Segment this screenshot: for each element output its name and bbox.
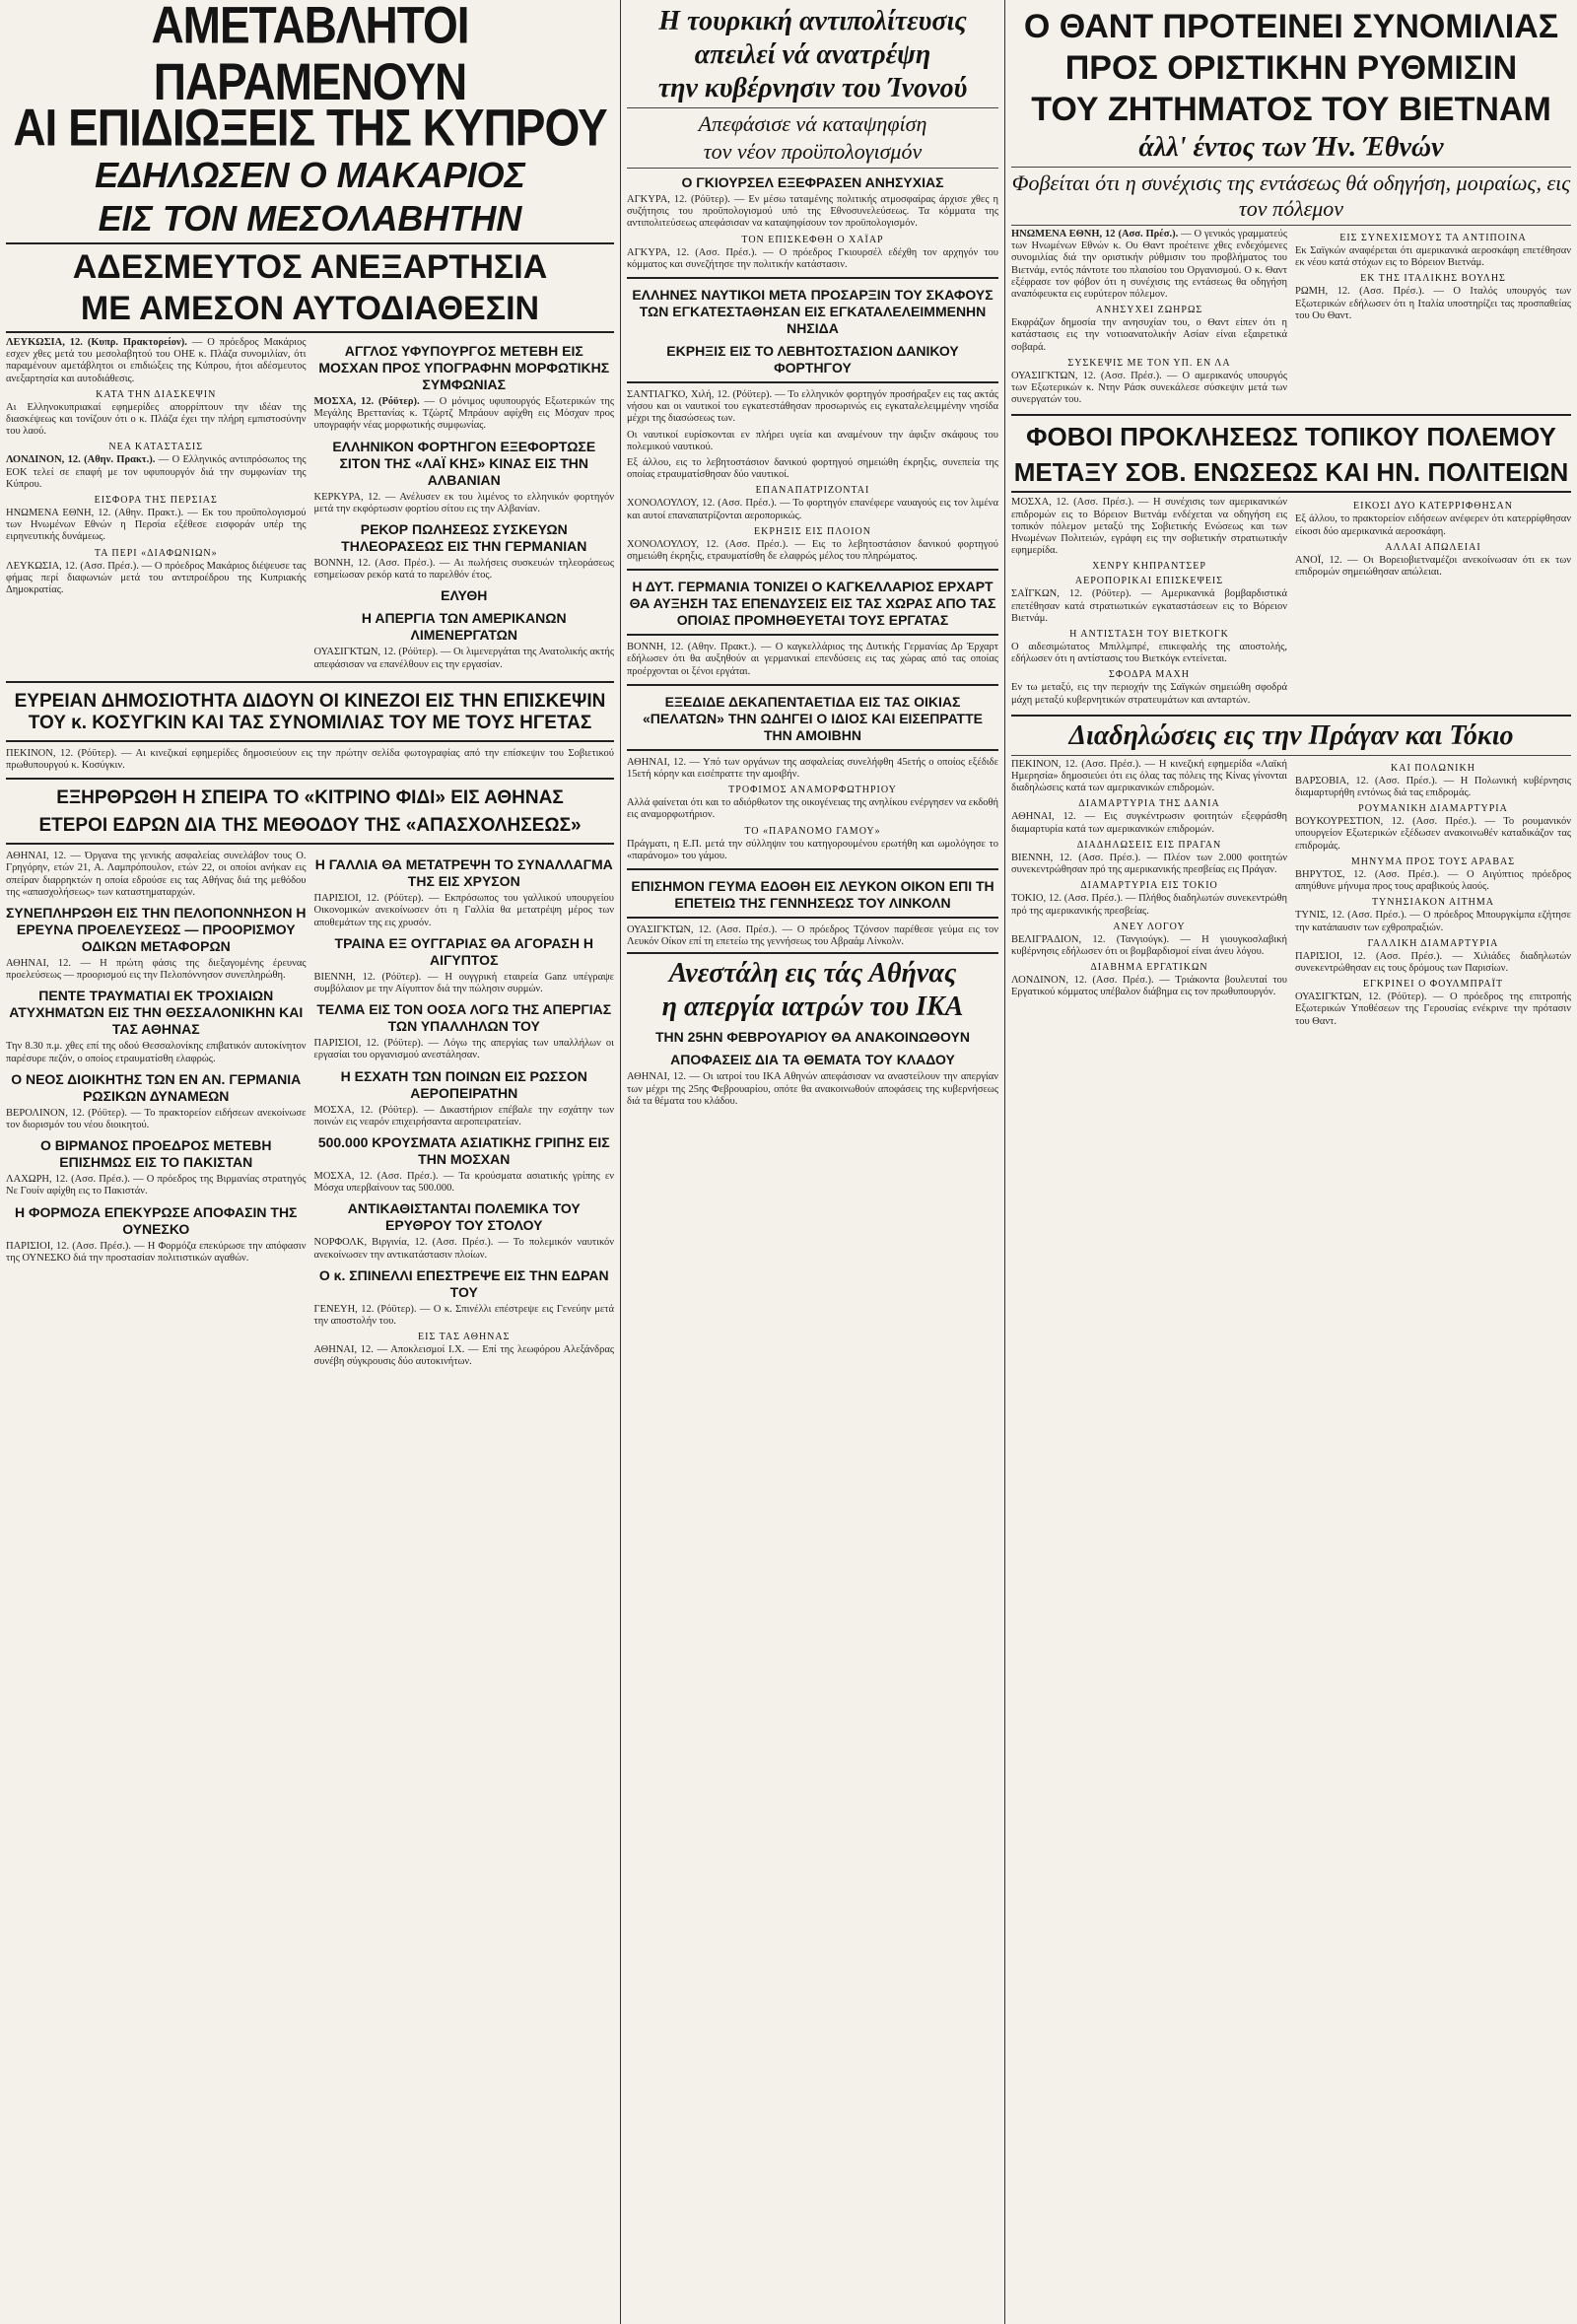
china-box [6,681,614,742]
fleet-headline: ΑΝΤΙΚΑΘΙΣΤΑΝΤΑΙ ΠΟΛΕΜΙΚΑ ΤΟΥ ΕΡΥΘΡΟΥ ΤΟΥ ΣΤΟΛΟΥ [347,1200,581,1234]
subhead: ΕΙΣ ΣΥΝΕΧΙΣΜΟΥΣ ΤΑ ΑΝΤΙΠΟΙΝΑ [1339,233,1527,243]
divider [1011,755,1571,756]
subhead: ΤΟΝ ΕΠΙΣΚΕΦΘΗ Ο ΧΑΪΑΡ [741,234,884,245]
article-text: ΠΑΡΙΣΙΟΙ, 12. (Ρόϋτερ). — Εκπρόσωπος του γαλλικού υπουργείου Οικονομικών ανεκοίνωσεν ότι η Γαλλία θα μετατρέψη μέρος των αποθεμάτων της εις χρυσόν. [313,893,614,928]
article-text [6,337,307,385]
article-text: ΜΟΣΧΑ, 12. (Ασσ. Πρέσ.). — Η συνέχισις των αμερικανικών επιδρομών εις το Βόρειον Βιετνάμ ενδέχεται να οδηγήση εις τοπικόν πόλεμον μεταξύ της Σοβιετικής Ενώσεως και των Ηνωμένων Πολιτειών, εγράφη εις την σοβιετικήν στρατιωτικήν εφημερίδα. [1011,497,1287,557]
article-text: ΒΕΡΟΛΙΝΟΝ, 12. (Ρόϋτερ). — Το πρακτορείον ειδήσεων ανεκοίνωσε τον διορισμόν του νέου διοικητού. [6,1107,307,1131]
dateline: ΗΝΩΜΕΝΑ ΕΘΝΗ, 12 (Ασσ. Πρέσ.). [1011,229,1179,239]
german-commander-headline: Ο ΝΕΟΣ ΔΙΟΙΚΗΤΗΣ ΤΩΝ ΕΝ ΑΝ. ΓΕΡΜΑΝΙΑ ΡΩΣΙΚΩΝ ΔΥΝΑΜΕΩΝ [11,1070,302,1104]
cyprus-headline-2: ΑΙ ΕΠΙΔΙΩΞΕΙΣ ΤΗΣ ΚΥΠΡΟΥ [13,98,607,157]
article-text: ΒΑΡΣΟΒΙΑ, 12. (Ασσ. Πρέσ.). — Η Πολωνική κυβέρνησις διαμαρτυρήθη εντόνως διά τας επιδρομάς. [1295,775,1571,799]
traffic-headline: ΠΕΝΤΕ ΤΡΑΥΜΑΤΙΑΙ ΕΚ ΤΡΟΧΙΑΙΩΝ ΑΤΥΧΗΜΑΤΩΝ ΕΙΣ ΤΗΝ ΘΕΣΣΑΛΟΝΙΚΗΝ ΚΑΙ ΤΑΣ ΑΘΗΝΑΣ [9,988,304,1038]
article-text: ΑΓΚΥΡΑ, 12. (Ασσ. Πρέσ.). — Ο πρόεδρος Γκιουρσέλ εδέχθη τον αρχηγόν του κόμματος και συνεζήτησε την πολιτικήν κατάστασιν. [627,246,998,270]
subhead: ΜΗΝΥΜΑ ΠΡΟΣ ΤΟΥΣ ΑΡΑΒΑΣ [1350,855,1516,867]
yellow-snake-box [6,778,614,845]
erhard-headline: Η ΔΥΤ. ΓΕΡΜΑΝΙΑ ΤΟΝΙΖΕΙ Ο ΚΑΓΚΕΛΛΑΡΙΟΣ ΕΡΧΑΡΤ ΘΑ ΑΥΞΗΣΗ ΤΑΣ ΕΠΕΝΔΥΣΕΙΣ ΕΙΣ ΤΑΣ ΧΩΡΑΣ ΑΠΟ ΤΑΣ ΟΠΟΙΑΣ ΠΡΟΜΗΘΕΥΕΤΑΙ ΤΟΥΣ ΕΡΓΑΤΑΣ [629,579,996,629]
subhead: Η ΑΝΤΙΣΤΑΣΗ ΤΟΥ ΒΙΕΤΚΟΓΚ [1069,629,1229,641]
oecd-headline: ΤΕΛΜΑ ΕΙΣ ΤΟΝ ΟΟΣΑ ΛΟΓΩ ΤΗΣ ΑΠΕΡΓΙΑΣ ΤΩΝ ΥΠΑΛΛΗΛΩΝ ΤΟΥ [316,1001,612,1035]
article-body: — Ο γενικός γραμματεύς των Ηνωμένων Εθνών κ. Ου Θαντ προέτεινε χθες ενδεχόμενες συνομιλίας διά την οριστικήν ρύθμισιν του προβλήματος του Βιετνάμ, εντός πάντοτε του πλαισίου του Οργανισμού. Ο κ. Θαντ εξέφρασε τον φόβον ότι η συνέχισις της εντάσεως θα οδηγήση αναπόφευκτα εις ευρύτερον πόλεμον. [1011,229,1288,301]
subhead: ΑΕΡΟΠΟΡΙΚΑΙ ΕΠΙΣΚΕΨΕΙΣ [1074,576,1224,587]
turkey-subheadline-2: τον νέον προϋπολογισμόν [703,139,923,164]
lincoln-headline: ΕΠΙΣΗΜΟΝ ΓΕΥΜΑ ΕΔΟΘΗ ΕΙΣ ΛΕΥΚΟΝ ΟΙΚΟΝ ΕΠΙ ΤΗ ΕΠΕΤΕΙΩ ΤΗΣ ΓΕΝΝΗΣΕΩΣ ΤΟΥ ΛΙΝΚΟΛΝ [631,878,994,912]
turkey-headline-1: Η τουρκική αντιπολίτευσις [658,6,967,36]
subhead: ΔΙΑΜΑΡΤΥΡΙΑ ΕΙΣ ΤΟΚΙΟ [1080,880,1218,892]
article-text: ΑΘΗΝΑΙ, 12. — Οι ιατροί του ΙΚΑ Αθηνών απεφάσισαν να αναστείλουν την απεργίαν των μέχρι της 25ης Φεβρουαρίου, οπότε θα ανακοινωθούν αποφάσεις της κυβερνήσεως διά τα θέματα του κλάδου. [627,1071,998,1107]
dateline: ΜΟΣΧΑ, 12. (Ρόϋτερ). [313,396,420,407]
subhead: ΤΡΟΦΙΜΟΣ ΑΝΑΜΟΡΦΩΤΗΡΙΟΥ [728,785,897,796]
article-text [314,396,615,433]
thant-subheadline: Φοβείται ότι η συνέχισις της εντάσεως θά οδηγήση, μοιραίως, εις τον πόλεμον [1011,171,1571,221]
article-text: Πράγματι, η Ε.Π. μετά την σύλληψιν του κατηγορουμένου ερωτήθη και ωμολόγησε το «παράνομο» του γάμου. [627,838,998,861]
cyprus-article [6,337,614,675]
article-text: ΡΩΜΗ, 12. (Ασσ. Πρέσ.). — Ο Ιταλός υπουργός των Εξωτερικών εδήλωσεν ότι η Ιταλία υποστηρίζει τας προσπαθείας του Ου Θαντ. [1295,286,1571,321]
article-text: ΠΕΚΙΝΟΝ, 12. (Ρόϋτερ). — Αι κινεζικαί εφημερίδες δημοσιεύουν εις την πρώτην σελίδα φωτογραφίας από την επίσκεψιν του Σοβιετικού πρωθυπουργού κ. Κοσύγκιν. [6,747,614,772]
peloponnese-headline: ΣΥΝΕΠΛΗΡΩΘΗ ΕΙΣ ΤΗΝ ΠΕΛΟΠΟΝΝΗΣΟΝ Η ΕΡΕΥΝΑ ΠΡΟΕΛΕΥΣΕΩΣ — ΠΡΟΟΡΙΣΜΟΥ ΟΔΙΚΩΝ ΜΕΤΑΦΟΡΩΝ [6,905,307,955]
flu-headline: 500.000 ΚΡΟΥΣΜΑΤΑ ΑΣΙΑΤΙΚΗΣ ΓΡΙΠΗΣ ΕΙΣ ΤΗΝ ΜΟΣΧΑΝ [317,1134,610,1168]
article-text: ΑΝΟΪ, 12. — Οι Βορειοβιετναμέζοι ανεκοίνωσαν ότι εκ των επιδρομών σημειώθησαν απώλειαι. [1295,554,1571,579]
divider [627,952,998,954]
divider [1011,414,1571,416]
right-column [1005,0,1577,2324]
doctors-subheadline-1: ΤΗΝ 25ΗΝ ΦΕΒΡΟΥΑΡΙΟΥ ΘΑ ΑΝΑΚΟΙΝΩΘΟΥΝ [655,1029,970,1046]
article-text: Εκφράζων δημοσία την ανησυχίαν του, ο Θαντ είπεν ότι η κατάστασις εις την νοτιοανατολικήν Ασίαν είναι εξαιρετικά σοβαρά. [1011,317,1287,353]
article-text: ΠΑΡΙΣΙΟΙ, 12. (Ασσ. Πρέσ.). — Η Φορμόζα επεκύρωσε την απόφασιν της ΟΥΝΕΣΚΟ διά την προστασίαν πολιτιστικών αγαθών. [6,1240,307,1264]
formosa-headline: Η ΦΟΡΜΟΖΑ ΕΠΕΚΥΡΩΣΕ ΑΠΟΦΑΣΙΝ ΤΗΣ ΟΥΝΕΣΚΟ [15,1203,298,1237]
article-text: ΒΟΥΚΟΥΡΕΣΤΙΟΝ, 12. (Ασσ. Πρέσ.). — Το ρουμανικόν υπουργείον Εξωτερικών εξέδωσεν ανακοινωθέν καταδικάζον τας επιδρομάς. [1295,816,1571,852]
subhead: ΔΙΑΔΗΛΩΣΕΙΣ ΕΙΣ ΠΡΑΓΑΝ [1076,839,1222,851]
subhead: ΝΕΑ ΚΑΤΑΣΤΑΣΙΣ [108,442,204,453]
subhead: ΓΑΛΛΙΚΗ ΔΙΑΜΑΡΤΥΡΙΑ [1367,937,1499,949]
middle-column [621,0,1005,2324]
thant-headline-2: ΠΡΟΣ ΟΡΙΣΤΙΚΗΝ ΡΥΘΜΙΣΙΝ [1064,49,1518,87]
lincoln-box [627,868,998,919]
lower-left-grid [6,851,614,1372]
article-text: Εκ Σαϊγκών αναφέρεται ότι αμερικανικά αεροσκάφη επετέθησαν εκ νέου κατά στόχων εις το Βόρειον Βιετνάμ. [1295,245,1571,269]
uk-minister-headline: ΑΓΓΛΟΣ ΥΦΥΠΟΥΡΓΟΣ ΜΕΤΕΒΗ ΕΙΣ ΜΟΣΧΑΝ ΠΡΟΣ ΥΠΟΓΡΑΦΗΝ ΜΟΡΦΩΤΙΚΗΣ ΣΥΜΦΩΝΙΑΣ [318,343,610,392]
article-body: — Ο Ελληνικός αντιπρόσωπος της ΕΟΚ τελεί σε επαφή με τον υφυπουργόν διά την συμφωνίαν της Κύπρου. [6,454,307,490]
article-text: ΤΟΚΙΟ, 12. (Ασσ. Πρέσ.). — Πλήθος διαδηλωτών συνεκεντρώθη πρό της αμερικανικής πρεσβείας. [1011,893,1287,917]
article-text: ΑΘΗΝΑΙ, 12. — Εις συγκέντρωσιν φοιτητών εξεφράσθη διαμαρτυρία κατά των αμερικανικών επιδρομών. [1011,811,1287,835]
cyprus-subheadline-2: ΕΙΣ ΤΟΝ ΜΕΣΟΛΑΒΗΤΗΝ [98,198,522,239]
article-text: ΚΕΡΚΥΡΑ, 12. — Ανέλυσεν εκ του λιμένος το ελληνικόν φορτηγόν μετά την εκφόρτωσιν φορτίου σίτου εις την Αλβανίαν. [313,491,614,514]
subhead: ΕΚ ΤΗΣ ΙΤΑΛΙΚΗΣ ΒΟΥΛΗΣ [1360,273,1506,285]
cyprus-headline-4: ΜΕ ΑΜΕΣΟΝ ΑΥΤΟΔΙΑΘΕΣΙΝ [80,290,540,327]
divider [1011,167,1571,168]
left-column [0,0,621,2324]
article-text: ΛΑΧΩΡΗ, 12. (Ασσ. Πρέσ.). — Ο πρόεδρος της Βιρμανίας στρατηγός Νε Γουίν αφίχθη εις το Πακιστάν. [6,1174,307,1197]
article-text: ΟΥΑΣΙΓΚΤΩΝ, 12. (Ρόϋτερ). — Ο πρόεδρος της επιτροπής Εξωτερικών Υποθέσεων της Γερουσίας ενέκρινε την πρότασιν του Θαντ. [1295,991,1571,1027]
article-text: Εν τω μεταξύ, εις την περιοχήν της Σαϊγκών σημειώθη σφοδρά μάχη μεταξύ κυβερνητικών στρατευμάτων και ανταρτών. [1011,682,1287,706]
thant-headline-3: ΤΟΥ ΖΗΤΗΜΑΤΟΣ ΤΟΥ ΒΙΕΤΝΑΜ [1031,91,1551,128]
turkey-headline-2: απειλεί νά ανατρέψη [694,39,931,70]
subhead: ΕΚΡΗΞΙΣ ΕΙΣ ΠΛΟΙΟΝ [753,525,871,537]
subhead: ΕΠΑΝΑΠΑΤΡΙΖΟΝΤΑΙ [755,485,870,497]
article-body: — Ο μόνιμος υφυπουργός Εξωτερικών της Μεγάλης Βρεττανίας κ. Τζώρτζ Μπράουν αφίχθη εις Μόσχαν προς υπογραφήν νέας μορφωτικής συμφωνίας. [313,396,614,432]
divider [1011,225,1571,226]
subhead: ΔΙΑΜΑΡΤΥΡΙΑ ΤΗΣ ΔΑΝΙΑ [1078,798,1220,810]
article-text: ΠΑΡΙΣΙΟΙ, 12. (Ασσ. Πρέσ.). — Χιλιάδες διαδηλωτών συνεκεντρώθησαν εις τους δρόμους των Παρισίων. [1295,950,1571,974]
subhead: ΤΑ ΠΕΡΙ «ΔΙΑΦΩΝΙΩΝ» [94,547,218,559]
article-text: ΑΘΗΝΑΙ, 12. — Υπό των οργάνων της ασφαλείας συνελήφθη 45ετής ο οποίος εξέδιδε 15ετή κόρην και εισέπραττε την αμοιβήν. [627,756,998,781]
subhead: ΡΟΥΜΑΝΙΚΗ ΔΙΑΜΑΡΤΥΡΙΑ [1358,803,1508,815]
sailors-headline: ΕΛΛΗΝΕΣ ΝΑΥΤΙΚΟΙ ΜΕΤΑ ΠΡΟΣΑΡΞΙΝ ΤΟΥ ΣΚΑΦΟΥΣ ΤΩΝ ΕΓΚΑΤΕΣΤΑΘΗΣΑΝ ΕΙΣ ΕΓΚΑΤΑΛΕΛΕΙΜΜΕΝΗΝ ΝΗΣΙΔΑ [632,287,994,337]
article-text: ΟΥΑΣΙΓΚΤΩΝ, 12. (Ασσ. Πρέσ.). — Ο αμερικανός υπουργός των Εξωτερικών κ. Ντην Ράσκ συνεκάλεσε σύσκεψιν μετά των συνεργατών του. [1011,370,1287,406]
pelates-box [627,684,998,751]
article-text: ΓΕΝΕΥΗ, 12. (Ρόϋτερ). — Ο κ. Σπινέλλι επέστρεψε εις Γενεύην μετά την αποστολήν του. [313,1303,614,1328]
article-text: ΣΑΪΓΚΩΝ, 12. (Ρόϋτερ). — Αμερικανικά βομβαρδιστικά επετέθησαν κατά στρατιωτικών εγκαταστάσεων εις το Βόρειον Βιετνάμ. [1011,588,1287,624]
thant-article [1011,229,1571,410]
article-text: ΑΘΗΝΑΙ, 12. — Όργανα της γενικής ασφαλείας συνελάβον τους Ο. Γρηγόρην, ετών 21, Α. Λαμπρόπουλον, ετών 22, οι οποίοι ανήκαν εις σπείραν διαρρηκτών η οποία εδρούσε εις τας Αθήνας διά της μεθόδου της «απασχολήσεως» των καταστηματαρχών. [6,851,307,898]
hungary-headline: ΤΡΑΙΝΑ ΕΞ ΟΥΓΓΑΡΙΑΣ ΘΑ ΑΓΟΡΑΣΗ Η ΑΙΓΥΠΤΟΣ [334,934,593,968]
article-text: ΑΘΗΝΑΙ, 12. — Αποκλεισμοί Ι.Χ. — Επί της λεωφόρου Αλεξάνδρας συνέβη σύγκρουσις δύο αυτοκινήτων. [313,1344,614,1368]
divider [1011,715,1571,717]
thant-headline-4: άλλ' έντος των Ήν. Έθνών [1138,132,1444,163]
subhead: ΣΦΟΔΡΑ ΜΑΧΗ [1109,669,1190,681]
subhead: ΚΑΙ ΠΟΛΩΝΙΚΗ [1391,762,1475,774]
turkey-headline-3: την κυβέρνησιν του Ίνονού [657,73,968,103]
cyprus-headline-3: ΑΔΕΣΜΕΥΤΟΣ ΑΝΕΞΑΡΤΗΣΙΑ [72,248,548,286]
article-text: ΧΟΝΟΛΟΥΛΟΥ, 12. (Ασσ. Πρέσ.). — Εις το λεβητοστάσιον δανικού φορτηγού σημειώθη έκρηξις, ετραυματίσθη δε ελαφρώς μέλος του πληρώματος. [627,538,998,563]
subhead: ΕΙΚΟΣΙ ΔΥΟ ΚΑΤΕΡΡΙΦΘΗΣΑΝ [1353,501,1513,513]
article-text [6,454,307,491]
article-text: ΣΑΝΤΙΑΓΚΟ, Χιλή, 12. (Ρόϋτερ). — Το ελληνικόν φορτηγόν προσήραξεν εις τας ακτάς νήσου και οι ναυτικοί του εγκατεστάθησαν προσωρινώς εις εγκαταλελειμμένην νησίδα μέχρι της διασώσεως των. [627,389,998,425]
article-text: ΒΕΛΙΓΡΑΔΙΟΝ, 12. (Τανγιούγκ). — Η γιουγκοσλαβική κυβέρνησις εδήλωσεν ότι οι βομβαρδισμοί είναι άνευ λόγου. [1011,933,1287,957]
subhead: ΣΥΣΚΕΨΙΣ ΜΕ ΤΟΝ ΥΠ. ΕΝ ΛΑ [1067,357,1231,369]
war-headline-2: ΜΕΤΑΞΥ ΣΟΒ. ΕΝΩΣΕΩΣ ΚΑΙ ΗΝ. ΠΟΛΙΤΕΙΩΝ [1013,457,1569,488]
france-gold-headline: Η ΓΑΛΛΙΑ ΘΑ ΜΕΤΑΤΡΕΨΗ ΤΟ ΣΥΝΑΛΛΑΓΜΑ ΤΗΣ ΕΙΣ ΧΡΥΣΟΝ [314,856,613,890]
subhead: ΑΝΗΣΥΧΕΙ ΖΩΗΡΩΣ [1095,305,1203,316]
article-text: ΒΙΕΝΝΗ, 12. (Ασσ. Πρέσ.). — Πλέον των 2.000 φοιτητών συνεκεντρώθησαν πρό της αμερικανικής πρεσβείας εις Πράγαν. [1011,852,1287,876]
article-text: Εξ άλλου, το πρακτορείον ειδήσεων ανέφερεν ότι κατερρίφθησαν είκοσι δύο αμερικανικά αεροσκάφη. [1295,513,1571,537]
article-text: ΑΓΚΥΡΑ, 12. (Ρόϋτερ). — Εν μέσω ταταμένης πολιτικής ατμοσφαίρας άρχισε χθες η συζήτησις του προϋπολογισμού υπό της Εθνοσυνελεύσεως. Τα κόμματα της αντιπολιτεύσεως απεφάσισαν να καταψηφίσουν τον προϋπολογισμόν. [627,194,998,230]
strike-pre-headline: ΕΛΥΘΗ [441,587,488,604]
gursel-headline: Ο ΓΚΙΟΥΡΣΕΛ ΕΞΕΦΡΑΣΕΝ ΑΝΗΣΥΧΙΑΣ [681,174,944,190]
article-text [1011,229,1287,301]
article-text: ΗΝΩΜΕΝΑ ΕΘΝΗ, 12. (Αθην. Πρακτ.). — Εκ του προϋπολογισμού των Ηνωμένων Εθνών η Περσία εξέθεσε εισφοράν υπέρ της ειρηνευτικής δυνάμεως. [6,508,307,543]
subhead: ΔΙΑΒΗΜΑ ΕΡΓΑΤΙΚΩΝ [1090,962,1208,974]
burma-headline: Ο ΒΙΡΜΑΝΟΣ ΠΡΟΕΔΡΟΣ ΜΕΤΕΒΗ ΕΠΙΣΗΜΩΣ ΕΙΣ ΤΟ ΠΑΚΙΣΤΑΝ [39,1137,272,1171]
article-text: ΒΟΝΝΗ, 12. (Ασσ. Πρέσ.). — Αι πωλήσεις συσκευών τηλεοράσεως εσημείωσαν ρεκόρ κατά το παρελθόν έτος. [313,558,614,581]
article-text: ΟΥΑΣΙΓΚΤΩΝ, 12. (Ασσ. Πρέσ.). — Ο πρόεδρος Τζόνσον παρέθεσε γεύμα εις τον Λευκόν Οίκον επί τη επετείω της γεννήσεως του Αβραάμ Λίνκολν. [627,924,998,948]
yellow-snake-headline-2: ΕΤΕΡΟΙ ΕΔΡΩΝ ΔΙΑ ΤΗΣ ΜΕΘΟΔΟΥ ΤΗΣ «ΑΠΑΣΧΟΛΗΣΕΩΣ» [38,815,582,837]
china-headline: ΕΥΡΕΙΑΝ ΔΗΜΟΣΙΟΤΗΤΑ ΔΙΔΟΥΝ ΟΙ ΚΙΝΕΖΟΙ ΕΙΣ ΤΗΝ ΕΠΙΣΚΕΨΙΝ ΤΟΥ κ. ΚΟΣΥΓΚΙΝ ΚΑΙ ΤΑΣ ΣΥΝΟΜΙΛΙΑΣ ΤΟΥ ΜΕ ΤΟΥΣ ΗΓΕΤΑΣ [14,690,606,733]
dateline: ΛΕΥΚΩΣΙΑ, 12. (Κυπρ. Πρακτορείον). [6,337,187,348]
subhead: ΑΝΕΥ ΛΟΓΟΥ [1113,921,1186,932]
subhead: ΕΙΣ ΤΑΣ ΑΘΗΝΑΣ [418,1332,511,1343]
article-text: ΠΑΡΙΣΙΟΙ, 12. (Ρόϋτερ). — Λόγω της απεργίας των υπαλλήλων οι εργασίαι του οργανισμού ανεστάλησαν. [313,1038,614,1061]
divider [627,107,998,108]
article-text: ΧΟΝΟΛΟΥΛΟΥ, 12. (Ασσ. Πρέσ.). — Το φορτηγόν επανέφερε ναυαγούς εις τον λιμένα και αυτοί επαναπατρίζονται αεροπορικώς. [627,498,998,521]
cyprus-subheadline-1: ΕΔΗΛΩΣΕΝ Ο ΜΑΚΑΡΙΟΣ [95,155,525,195]
subhead: ΤΥΝΗΣΙΑΚΟΝ ΑΙΤΗΜΑ [1371,897,1495,909]
strike-headline: Η ΑΠΕΡΓΙΑ ΤΩΝ ΑΜΕΡΙΚΑΝΩΝ ΛΙΜΕΝΕΡΓΑΤΩΝ [361,610,567,644]
doctors-headline-1: Ανεστάλη εις τάς Αθήνας [668,958,957,990]
divider [6,331,614,333]
subhead: ΕΓΚΡΙΝΕΙ Ο ΦΟΥΛΜΠΡΑΪΤ [1362,979,1504,991]
article-text: ΒΟΝΝΗ, 12. (Αθην. Πρακτ.). — Ο καγκελλάριος της Δυτικής Γερμανίας Δρ Έρχαρτ εδήλωσεν ότι θα αυξηθούν αι γερμανικαί επενδύσεις εις τας χώρας από τας οποίας προέρχονται οι ξένοι εργάται. [627,642,998,677]
article-text: ΠΕΚΙΝΟΝ, 12. (Ασσ. Πρέσ.). — Η κινεζική εφημερίδα «Λαϊκή Ημερησία» δημοσιεύει ότι εις όλας τας πόλεις της Κίνας γίνονται διαδηλώσεις κατά των αμερικανικών επιδρομών. [1011,758,1287,794]
article-text: ΛΕΥΚΩΣΙΑ, 12. (Ασσ. Πρέσ.). — Ο πρόεδρος Μακάριος διέψευσε τας φήμας περί διαφωνιών μετά του αντιπροέδρου της Κυπριακής Δημοκρατίας. [6,560,307,596]
subhead: ΚΑΤΑ ΤΗΝ ΔΙΑΣΚΕΨΙΝ [96,388,217,400]
thant-headline-1: Ο ΘΑΝΤ ΠΡΟΤΕΙΝΕΙ ΣΥΝΟΜΙΛΙΑΣ [1023,8,1559,45]
cyprus-headline-1: ΑΜΕΤΑΒΛΗΤΟΙ ΠΑΡΑΜΕΝΟΥΝ [151,0,469,111]
article-text: ΝΟΡΦΟΛΚ, Βιργινία, 12. (Ασσ. Πρέσ.). — Το πολεμικόν ναυτικόν ανεκοίνωσεν την αντικατάστασιν πλοίων. [313,1237,614,1261]
subhead: ΧΕΝΡΥ ΚΗΠΡΑΝΤΣΕΡ [1092,561,1206,573]
greek-ship-headline: ΕΛΛΗΝΙΚΟΝ ΦΟΡΤΗΓΟΝ ΕΞΕΦΟΡΤΩΣΕ ΣΙΤΟΝ ΤΗΣ «ΛΑΪ ΚΗΣ» ΚΙΝΑΣ ΕΙΣ ΤΗΝ ΑΛΒΑΝΙΑΝ [332,438,596,488]
divider [627,168,998,169]
spinelli-headline: Ο κ. ΣΠΙΝΕΛΛΙ ΕΠΕΣΤΡΕΨΕ ΕΙΣ ΤΗΝ ΕΔΡΑΝ ΤΟΥ [318,1266,609,1300]
article-text: ΤΥΝΙΣ, 12. (Ασσ. Πρέσ.). — Ο πρόεδρος Μπουργκίμπα εζήτησε την κατάπαυσιν των εχθροπραξιών. [1295,910,1571,933]
article-body: — Ο πρόεδρος Μακάριος εσχεν χθες μετά του μεσολαβητού του ΟΗΕ κ. Πλάζα συνομιλίαν, ότι παραμένουν αμετάβλητοι οι επιδιώξεις της Κύπρου, ήτοι αδέσμευτος ανεξαρτησία και αυτοδιάθεσις. [6,337,307,384]
doctors-headline-2: η απεργία ιατρών του ΙΚΑ [661,991,964,1023]
doctors-subheadline-2: ΑΠΟΦΑΣΕΙΣ ΔΙΑ ΤΑ ΘΕΜΑΤΑ ΤΟΥ ΚΛΑΔΟΥ [670,1052,955,1068]
erhard-box [627,569,998,636]
article-text: ΑΘΗΝΑΙ, 12. — Η πρώτη φάσις της διεξαγομένης έρευνας προελεύσεως — προορισμού εις την Πελοπόννησον συνεπληρώθη. [6,958,307,982]
yellow-snake-headline: ΕΞΗΡΘΡΩΘΗ Η ΣΠΕΙΡΑ ΤΟ «ΚΙΤΡΙΝΟ ΦΙΔΙ» ΕΙΣ ΑΘΗΝΑΣ [56,787,564,809]
prague-article [1011,759,1571,1032]
article-text: Εξ άλλου, εις το λεβητοστάσιον δανικού φορτηγού σημειώθη έκρηξις, συνεπεία της οποίας ετραυματίσθησαν δύο ναυτικοί. [627,457,998,481]
article-text: ΜΟΣΧΑ, 12. (Ρόϋτερ). — Δικαστήριον επέβαλε την εσχάτην των ποινών εις νεαρόν επιχειρήσαντα αεροπειρατείαν. [313,1104,614,1128]
article-text: ΛΟΝΔΙΝΟΝ, 12. (Ασσ. Πρέσ.). — Τριάκοντα βουλευταί του Εργατικού κόμματος υπέβαλον διάβημα εις τον πρωθυπουργόν. [1011,975,1287,998]
divider [6,242,614,244]
article-text: ΟΥΑΣΙΓΚΤΩΝ, 12. (Ρόϋτερ). — Οι λιμενεργάται της Ανατολικής ακτής απεφάσισαν να επανέλθουν εις την εργασίαν. [313,647,614,670]
article-text: ΜΟΣΧΑ, 12. (Ασσ. Πρέσ.). — Τα κρούσματα ασιατικής γρίπης εν Μόσχα υπερβαίνουν τας 500.000. [313,1171,614,1195]
article-text: Την 8.30 π.μ. χθες επί της οδού Θεσσαλονίκης επιβατικόν αυτοκίνητον παρέσυρε πεζόν, ο οποίος ετραυματίσθη ελαφρώς. [6,1041,307,1064]
subhead: ΕΙΣΦΟΡΑ ΤΗΣ ΠΕΡΣΙΑΣ [94,495,218,507]
hijacker-headline: Η ΕΣΧΑΤΗ ΤΩΝ ΠΟΙΝΩΝ ΕΙΣ ΡΩΣΣΟΝ ΑΕΡΟΠΕΙΡΑΤΗΝ [340,1067,587,1101]
tv-record-headline: ΡΕΚΟΡ ΠΩΛΗΣΕΩΣ ΣΥΣΚΕΥΩΝ ΤΗΛΕΟΡΑΣΕΩΣ ΕΙΣ ΤΗΝ ΓΕΡΜΑΝΙΑΝ [341,521,587,555]
article-text: Αι Ελληνοκυπριακαί εφημερίδες απορρίπτουν την ιδέαν της διασκέψεως και τονίζουν ότι ο κ. Πλάζα έχει την πλήρη εμπιστοσύνην του λαού. [6,401,307,438]
prague-headline: Διαδηλώσεις εις την Πράγαν και Τόκιο [1068,719,1514,751]
article-text: Αλλά φαίνεται ότι και το αδιόρθωτον της οικογένειας της ανηλίκου ενέργησεν να εκδοθή εις αναμορφωτήριον. [627,797,998,821]
article-text: ΒΗΡΥΤΟΣ, 12. (Ασσ. Πρέσ.). — Ο Αιγύπτιος πρόεδρος απηύθυνε μήνυμα προς τους αραβικούς λαούς. [1295,868,1571,893]
subhead: ΑΛΛΑΙ ΑΠΩΛΕΙΑΙ [1385,541,1481,553]
war-headline-1: ΦΟΒΟΙ ΠΡΟΚΛΗΣΕΩΣ ΤΟΠΙΚΟΥ ΠΟΛΕΜΟΥ [1026,422,1556,452]
turkey-subheadline-1: Απεφάσισε νά καταψηφίση [698,111,927,136]
article-text: ΒΙΕΝΝΗ, 12. (Ρόϋτερ). — Η ουγγρική εταιρεία Ganz υπέγραψε συμβόλαιον με την Αίγυπτον διά την πώλησιν συρμών. [313,971,614,995]
dateline: ΛΟΝΔΙΝΟΝ, 12. (Αθην. Πρακτ.). [6,454,156,466]
pelates-headline: ΕΞΕΔΙΔΕ ΔΕΚΑΠΕΝΤΑΕΤΙΔΑ ΕΙΣ ΤΑΣ ΟΙΚΙΑΣ «ΠΕΛΑΤΩΝ» ΤΗΝ ΩΔΗΓΕΙ Ο ΙΔΙΟΣ ΚΑΙ ΕΙΣΕΠΡΑΤΤΕ ΤΗΝ ΑΜΟΙΒΗΝ [643,693,983,743]
war-article [1011,497,1571,710]
article-text: Οι ναυτικοί ευρίσκονται εν πλήρει υγεία και αναμένουν την άφιξιν σκάφους του πολεμικού ναυτικού. [627,429,998,452]
article-text: Ο αιδεσιμώτατος Μπιλλμπρέ, επικεφαλής της αποστολής, εδήλωσεν ότι η αντίστασις του Βιετκόγκ εντείνεται. [1011,642,1287,665]
explosion-headline: ΕΚΡΗΞΙΣ ΕΙΣ ΤΟ ΛΕΒΗΤΟΣΤΑΣΙΟΝ ΔΑΝΙΚΟΥ ΦΟΡΤΗΓΟΥ [666,343,959,376]
divider [1011,491,1571,493]
sailors-box [627,277,998,383]
subhead: ΤΟ «ΠΑΡΑΝΟΜΟ ΓΑΜΟΥ» [744,825,881,837]
